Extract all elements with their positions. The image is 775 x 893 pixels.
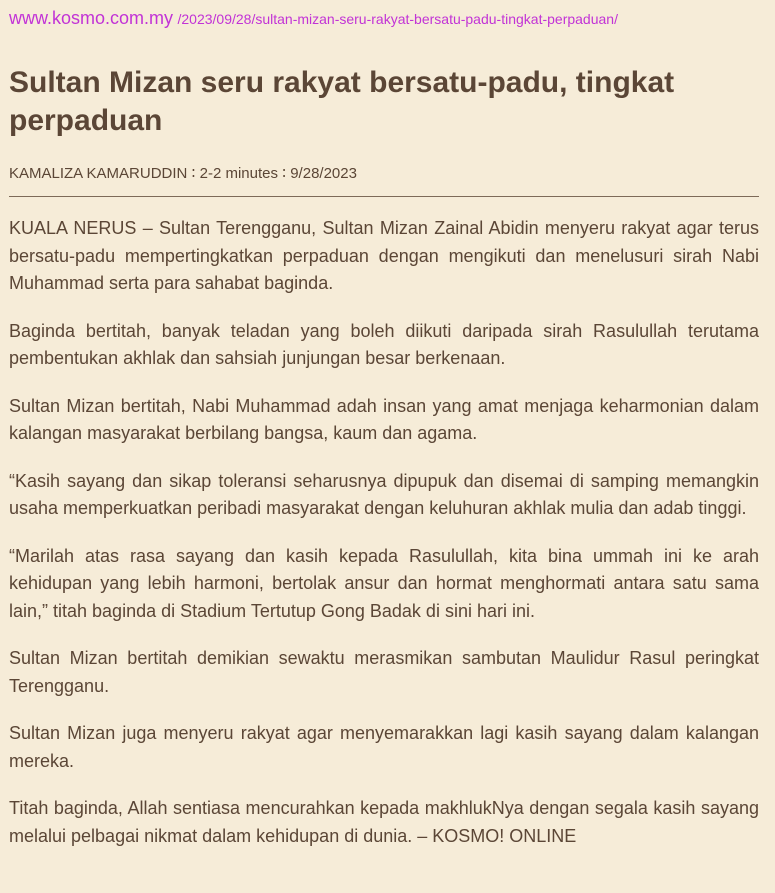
article-byline: KAMALIZA KAMARUDDIN ∶ 2-2 minutes ∶ 9/28/2023: [9, 165, 357, 182]
article-paragraph: “Kasih sayang dan sikap toleransi seharusnya dipupuk dan disemai di samping memangkin usaha memperkuatkan peribadi masyarakat dengan keluhuran akhlak mulia dan adab tinggi.: [9, 470, 759, 518]
source-url: [9, 6, 759, 32]
article-paragraph: Sultan Mizan bertitah demikian sewaktu merasmikan sambutan Maulidur Rasul peringkat Terengganu.: [9, 648, 759, 696]
article-body: [9, 215, 759, 850]
byline-divider: [9, 196, 759, 197]
article-title: Sultan Mizan seru rakyat bersatu-padu, tingkat perpaduan: [9, 66, 675, 137]
article-paragraph: Sultan Mizan bertitah, Nabi Muhammad adah insan yang amat menjaga keharmonian dalam kalangan masyarakat berbilang bangsa, kaum dan agama.: [9, 395, 759, 443]
article-paragraph: “Marilah atas rasa sayang dan kasih kepada Rasulullah, kita bina ummah ini ke arah kehidupan yang lebih harmoni, bertolak ansur dan hormat menghormati antara satu sama lain,” titah baginda di Stadium Tertutup Gong Badak di sini hari ini.: [9, 545, 759, 621]
article-paragraph: KUALA NERUS – Sultan Terengganu, Sultan Mizan Zainal Abidin menyeru rakyat agar terus bersatu-padu mempertingkatkan perpaduan dengan mengikuti dan menelusuri sirah Nabi Muhammad serta para sahabat baginda.: [9, 218, 759, 293]
article-paragraph: Baginda bertitah, banyak teladan yang boleh diikuti daripada sirah Rasulullah terutama pembentukan akhlak dan sahsiah junjungan besar berkenaan.: [9, 320, 759, 368]
source-path-link[interactable]: /2023/09/28/sultan-mizan-seru-rakyat-bersatu-padu-tingkat-perpaduan/: [177, 11, 618, 27]
source-domain-link[interactable]: www.kosmo.com.my: [9, 8, 174, 28]
article-paragraph: Titah baginda, Allah sentiasa mencurahkan kepada makhlukNya dengan segala kasih sayang melalui pelbagai nikmat dalam kehidupan di dunia. – KOSMO! ONLINE: [9, 798, 759, 846]
article-paragraph: Sultan Mizan juga menyeru rakyat agar menyemarakkan lagi kasih sayang dalam kalangan mereka.: [9, 723, 759, 771]
